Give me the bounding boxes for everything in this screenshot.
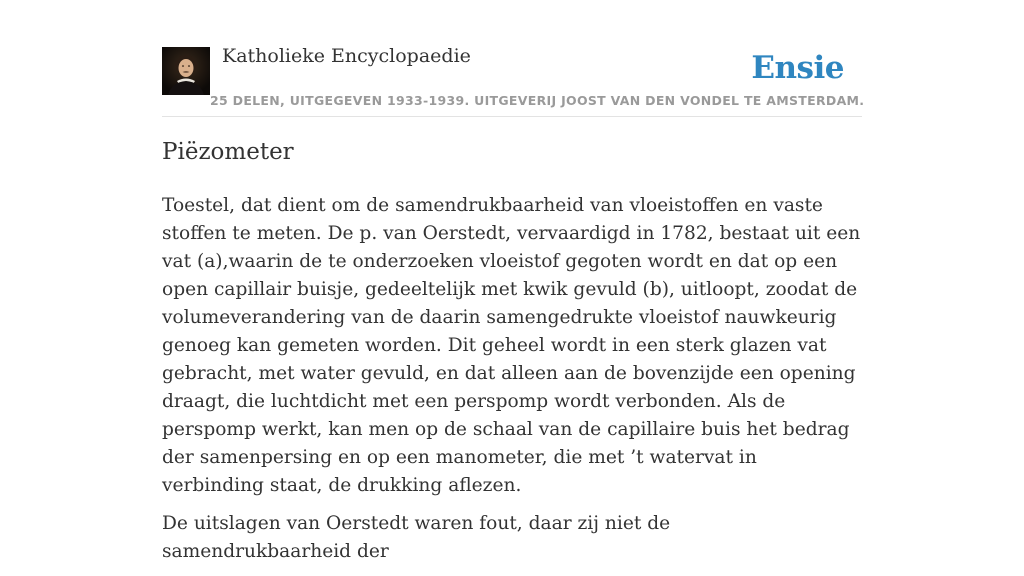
portrait-icon (162, 47, 210, 95)
article-body (162, 192, 862, 576)
source-meta: 25 DELEN, UITGEGEVEN 1933-1939. UITGEVERIJ JOOST VAN DEN VONDEL TE AMSTERDAM. (210, 93, 865, 108)
source-avatar[interactable] (162, 47, 210, 95)
source-title[interactable]: Katholieke Encyclopaedie (222, 45, 471, 67)
source-header (162, 40, 865, 117)
article-title: Piëzometer (162, 139, 294, 165)
brand-logo[interactable]: Ensie (751, 50, 844, 86)
article-paragraph: Toestel, dat dient om de samendrukbaarheid van vloeistoffen en vaste stoffen te meten. De p. van Oerstedt, vervaardigd in 1782, bestaat uit een vat (a),waarin de te onderzoeken vloeistof gegoten wordt en dat op een open capillair buisje, gedeeltelijk met kwik gevuld (b), uitloopt, zoodat de volumeverandering van de daarin samengedrukte vloeistof nauwkeurig genoeg kan gemeten worden. Dit geheel wordt in een sterk glazen vat gebracht, met water gevuld, en dat alleen aan de bovenzijde een opening draagt, die luchtdicht met een perspomp wordt verbonden. Als de perspomp werkt, kan men op de schaal van de capillaire buis het bedrag der samenpersing en op een manometer, die met ’t watervat in verbinding staat, de drukking aflezen. (162, 195, 861, 496)
article-paragraph: De uitslagen van Oerstedt waren fout, daar zij niet de samendrukbaarheid der (162, 513, 671, 562)
